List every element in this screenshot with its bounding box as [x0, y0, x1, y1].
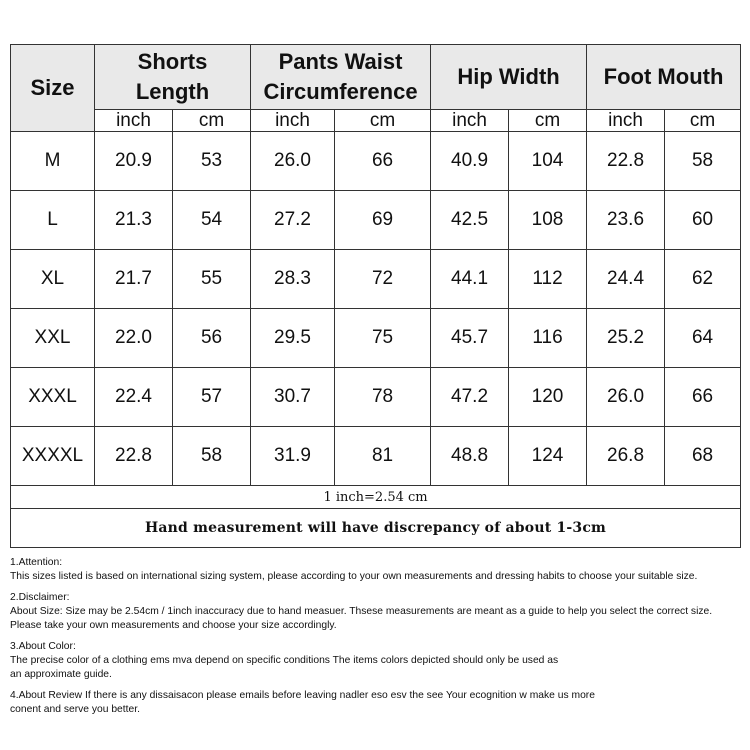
table-cell: 45.7 [431, 309, 509, 368]
table-cell: 60 [665, 191, 741, 250]
table-cell: 58 [173, 427, 251, 486]
table-cell: 58 [665, 132, 741, 191]
table-cell: 54 [173, 191, 251, 250]
table-row [11, 191, 741, 250]
table-cell: 62 [665, 250, 741, 309]
note-line: Please take your own measurements and choose your size accordingly. [10, 620, 337, 631]
notes-section [10, 556, 745, 724]
note-title: 3.About Color: [10, 641, 76, 652]
table-cell: 21.7 [95, 250, 173, 309]
note-line: About Size: Size may be 2.54cm / 1inch inaccuracy due to hand measuer. Thsese measurements are meant as a guide to help you select the correct size. [10, 606, 713, 617]
table-cell: 40.9 [431, 132, 509, 191]
color-note [10, 640, 745, 682]
table-cell: 81 [335, 427, 431, 486]
table-cell: 72 [335, 250, 431, 309]
table-row [11, 132, 741, 191]
unit-cell: inch [95, 110, 173, 132]
table-cell: 44.1 [431, 250, 509, 309]
measurement-note: Hand measurement will have discrepancy of about 1-3cm [11, 509, 741, 548]
table-cell: 53 [173, 132, 251, 191]
table-cell: 28.3 [251, 250, 335, 309]
measurement-row [11, 509, 741, 548]
header-row [11, 45, 741, 110]
size-cell: XXXL [11, 368, 95, 427]
table-cell: 22.4 [95, 368, 173, 427]
table-cell: 26.0 [251, 132, 335, 191]
table-cell: 22.0 [95, 309, 173, 368]
table-cell: 22.8 [95, 427, 173, 486]
table-cell: 108 [509, 191, 587, 250]
table-cell: 124 [509, 427, 587, 486]
conversion-note: 1 inch=2.54 cm [11, 486, 741, 509]
table-cell: 78 [335, 368, 431, 427]
table-cell: 47.2 [431, 368, 509, 427]
table-cell: 24.4 [587, 250, 665, 309]
foot-mouth-header: Foot Mouth [587, 45, 741, 110]
table-cell: 48.8 [431, 427, 509, 486]
table-cell: 66 [665, 368, 741, 427]
table-cell: 66 [335, 132, 431, 191]
table-cell: 20.9 [95, 132, 173, 191]
note-line: The precise color of a clothing ems mva depend on specific conditions The items colors depicted should only be used as [10, 655, 559, 666]
table-cell: 23.6 [587, 191, 665, 250]
table-cell: 22.8 [587, 132, 665, 191]
table-row [11, 368, 741, 427]
shorts-length-header: Shorts Length [95, 45, 251, 110]
unit-cell: cm [173, 110, 251, 132]
unit-cell: inch [431, 110, 509, 132]
note-title: 2.Disclaimer: [10, 592, 70, 603]
table-cell: 120 [509, 368, 587, 427]
table-cell: 116 [509, 309, 587, 368]
size-chart-table [10, 44, 741, 548]
table-cell: 68 [665, 427, 741, 486]
unit-cell: cm [335, 110, 431, 132]
size-cell: M [11, 132, 95, 191]
size-cell: XXXXL [11, 427, 95, 486]
table-cell: 112 [509, 250, 587, 309]
size-cell: XXL [11, 309, 95, 368]
table-cell: 30.7 [251, 368, 335, 427]
unit-row [11, 110, 741, 132]
conversion-row [11, 486, 741, 509]
note-line: This sizes listed is based on international sizing system, please according to your own measurements and dressing habits to choose your suitable size. [10, 571, 698, 582]
unit-cell: cm [665, 110, 741, 132]
table-cell: 75 [335, 309, 431, 368]
size-cell: XL [11, 250, 95, 309]
table-cell: 64 [665, 309, 741, 368]
table-cell: 104 [509, 132, 587, 191]
note-line: 4.About Review If there is any dissaisacon please emails before leaving nadler eso esv the see Your ecognition w make us more [10, 690, 595, 701]
table-cell: 21.3 [95, 191, 173, 250]
pants-waist-header: Pants Waist Circumference [251, 45, 431, 110]
size-cell: L [11, 191, 95, 250]
unit-cell: inch [251, 110, 335, 132]
table-cell: 29.5 [251, 309, 335, 368]
unit-cell: inch [587, 110, 665, 132]
note-line: an approximate guide. [10, 669, 112, 680]
review-note [10, 689, 745, 717]
table-cell: 27.2 [251, 191, 335, 250]
unit-cell: cm [509, 110, 587, 132]
table-cell: 57 [173, 368, 251, 427]
table-cell: 26.8 [587, 427, 665, 486]
size-header: Size [11, 45, 95, 132]
table-row [11, 309, 741, 368]
table-cell: 26.0 [587, 368, 665, 427]
attention-note [10, 556, 745, 584]
table-cell: 55 [173, 250, 251, 309]
table-row [11, 427, 741, 486]
hip-width-header: Hip Width [431, 45, 587, 110]
table-cell: 56 [173, 309, 251, 368]
note-title: 1.Attention: [10, 557, 63, 568]
table-cell: 42.5 [431, 191, 509, 250]
table-cell: 31.9 [251, 427, 335, 486]
table-row [11, 250, 741, 309]
disclaimer-note [10, 591, 745, 633]
table-cell: 25.2 [587, 309, 665, 368]
note-line: conent and serve you better. [10, 704, 140, 715]
table-cell: 69 [335, 191, 431, 250]
